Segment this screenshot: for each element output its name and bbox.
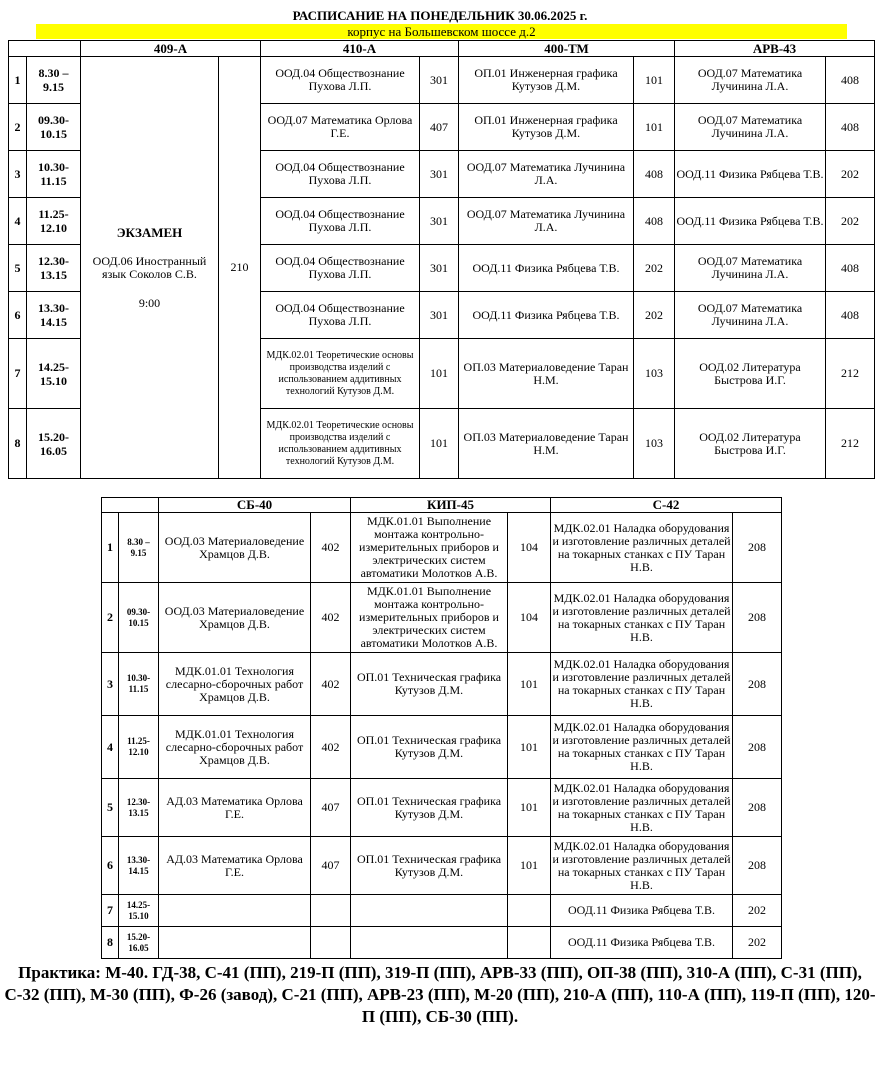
subject-cell: МДК.02.01 Наладка оборудования и изготовление различных деталей на токарных станках с ПУ Таран Н.В. bbox=[551, 653, 733, 716]
room-cell: 402 bbox=[311, 653, 351, 716]
subject-cell bbox=[159, 895, 311, 927]
table-row bbox=[102, 653, 782, 716]
room-cell: 202 bbox=[826, 151, 875, 198]
table-row bbox=[102, 513, 782, 583]
subject-cell bbox=[159, 927, 311, 959]
subject-cell: ОП.01 Техническая графика Кутузов Д.М. bbox=[351, 837, 508, 895]
exam-title: ЭКЗАМЕН bbox=[116, 224, 183, 240]
lesson-time: 15.20-16.05 bbox=[119, 927, 159, 959]
subject-cell: ООД.04 Обществознание Пухова Л.П. bbox=[261, 245, 420, 292]
group-header: 409-А bbox=[81, 41, 261, 57]
table-row bbox=[9, 57, 875, 104]
lesson-number: 3 bbox=[9, 151, 27, 198]
room-cell: 407 bbox=[311, 779, 351, 837]
exam-time: 9:00 bbox=[138, 295, 161, 310]
table-row bbox=[102, 927, 782, 959]
lesson-number: 8 bbox=[9, 409, 27, 479]
subject-cell: ООД.07 Математика Лучинина Л.А. bbox=[675, 104, 826, 151]
subject-cell: ООД.04 Обществознание Пухова Л.П. bbox=[261, 198, 420, 245]
subject-cell: ООД.04 Обществознание Пухова Л.П. bbox=[261, 151, 420, 198]
room-cell: 301 bbox=[420, 151, 459, 198]
subject-cell: МДК.02.01 Наладка оборудования и изготовление различных деталей на токарных станках с ПУ Таран Н.В. bbox=[551, 583, 733, 653]
subject-cell: ООД.07 Математика Лучинина Л.А. bbox=[459, 151, 634, 198]
subject-cell: АД.03 Математика Орлова Г.Е. bbox=[159, 837, 311, 895]
room-cell bbox=[508, 895, 551, 927]
lesson-number: 7 bbox=[102, 895, 119, 927]
lesson-time: 10.30-11.15 bbox=[119, 653, 159, 716]
subject-cell: МДК.01.01 Выполнение монтажа контрольно-измерительных приборов и электрических систем автоматики Молотков А.В. bbox=[351, 513, 508, 583]
lesson-time: 14.25-15.10 bbox=[119, 895, 159, 927]
room-cell: 101 bbox=[420, 339, 459, 409]
lesson-time: 14.25-15.10 bbox=[27, 339, 81, 409]
room-cell: 208 bbox=[733, 716, 782, 779]
lesson-number: 6 bbox=[9, 292, 27, 339]
lesson-time: 8.30 – 9.15 bbox=[27, 57, 81, 104]
room-cell: 301 bbox=[420, 245, 459, 292]
subject-cell: ООД.02 Литература Быстрова И.Г. bbox=[675, 339, 826, 409]
lesson-time: 12.30-13.15 bbox=[119, 779, 159, 837]
room-cell: 208 bbox=[733, 513, 782, 583]
room-cell: 402 bbox=[311, 513, 351, 583]
room-cell: 103 bbox=[634, 409, 675, 479]
subject-cell: ООД.04 Обществознание Пухова Л.П. bbox=[261, 292, 420, 339]
table-row bbox=[102, 583, 782, 653]
subject-cell: ООД.11 Физика Рябцева Т.В. bbox=[459, 292, 634, 339]
room-cell: 101 bbox=[508, 837, 551, 895]
room-cell: 101 bbox=[508, 779, 551, 837]
subject-cell: МДК.01.01 Выполнение монтажа контрольно-измерительных приборов и электрических систем автоматики Молотков А.В. bbox=[351, 583, 508, 653]
lesson-number: 5 bbox=[9, 245, 27, 292]
exam-subject: ООД.06 Иностранный язык Соколов С.В. bbox=[92, 253, 207, 281]
page-subtitle: корпус на Большевском шоссе д.2 bbox=[36, 24, 847, 39]
room-cell: 202 bbox=[733, 927, 782, 959]
room-cell bbox=[311, 927, 351, 959]
group-header: С-42 bbox=[551, 498, 782, 513]
lesson-time: 13.30-14.15 bbox=[119, 837, 159, 895]
room-cell: 208 bbox=[733, 583, 782, 653]
subject-cell: ОП.01 Инженерная графика Кутузов Д.М. bbox=[459, 104, 634, 151]
subject-cell: ООД.11 Физика Рябцева Т.В. bbox=[551, 895, 733, 927]
subject-cell bbox=[351, 895, 508, 927]
lesson-number: 4 bbox=[102, 716, 119, 779]
room-cell: 101 bbox=[420, 409, 459, 479]
room-cell: 104 bbox=[508, 583, 551, 653]
subject-cell: ООД.03 Материаловедение Храмцов Д.В. bbox=[159, 513, 311, 583]
subject-cell: ООД.11 Физика Рябцева Т.В. bbox=[459, 245, 634, 292]
exam-room: 210 bbox=[219, 57, 261, 479]
schedule-table-2 bbox=[101, 497, 782, 959]
room-cell: 202 bbox=[826, 198, 875, 245]
room-cell: 202 bbox=[733, 895, 782, 927]
room-cell: 208 bbox=[733, 837, 782, 895]
group-header: СБ-40 bbox=[159, 498, 351, 513]
group-header: КИП-45 bbox=[351, 498, 551, 513]
room-cell: 301 bbox=[420, 198, 459, 245]
subject-cell: ООД.07 Математика Лучинина Л.А. bbox=[675, 57, 826, 104]
lesson-number: 1 bbox=[9, 57, 27, 104]
subject-cell: ОП.01 Инженерная графика Кутузов Д.М. bbox=[459, 57, 634, 104]
page-title: РАСПИСАНИЕ НА ПОНЕДЕЛЬНИК 30.06.2025 г. bbox=[292, 8, 588, 23]
lesson-time: 11.25-12.10 bbox=[119, 716, 159, 779]
room-cell: 202 bbox=[634, 292, 675, 339]
subject-cell: АД.03 Математика Орлова Г.Е. bbox=[159, 779, 311, 837]
subject-cell: МДК.02.01 Теоретические основы производства изделий с использованием аддитивных технологий Кутузов Д.М. bbox=[261, 409, 420, 479]
room-cell: 208 bbox=[733, 653, 782, 716]
lesson-number: 3 bbox=[102, 653, 119, 716]
room-cell: 104 bbox=[508, 513, 551, 583]
subject-cell: ОП.03 Материаловедение Таран Н.М. bbox=[459, 409, 634, 479]
lesson-time: 13.30-14.15 bbox=[27, 292, 81, 339]
room-cell: 101 bbox=[508, 653, 551, 716]
subject-cell: ООД.02 Литература Быстрова И.Г. bbox=[675, 409, 826, 479]
group-header: 410-А bbox=[261, 41, 459, 57]
lesson-number: 7 bbox=[9, 339, 27, 409]
subject-cell: МДК.02.01 Наладка оборудования и изготовление различных деталей на токарных станках с ПУ Таран Н.В. bbox=[551, 779, 733, 837]
subject-cell: ОП.01 Техническая графика Кутузов Д.М. bbox=[351, 779, 508, 837]
exam-cell bbox=[81, 57, 219, 479]
lesson-number: 1 bbox=[102, 513, 119, 583]
room-cell: 101 bbox=[634, 104, 675, 151]
subject-cell: ООД.11 Физика Рябцева Т.В. bbox=[675, 151, 826, 198]
lesson-time: 09.30-10.15 bbox=[27, 104, 81, 151]
subject-cell: ОП.01 Техническая графика Кутузов Д.М. bbox=[351, 716, 508, 779]
group-header: АРВ-43 bbox=[675, 41, 875, 57]
lesson-time: 11.25-12.10 bbox=[27, 198, 81, 245]
room-cell: 202 bbox=[634, 245, 675, 292]
table-header-row bbox=[102, 498, 782, 513]
subject-cell: МДК.01.01 Технология слесарно-сборочных работ Храмцов Д.В. bbox=[159, 653, 311, 716]
lesson-number: 4 bbox=[9, 198, 27, 245]
subject-cell: МДК.01.01 Технология слесарно-сборочных работ Храмцов Д.В. bbox=[159, 716, 311, 779]
room-cell: 301 bbox=[420, 57, 459, 104]
lesson-number: 2 bbox=[102, 583, 119, 653]
room-cell: 301 bbox=[420, 292, 459, 339]
room-cell: 402 bbox=[311, 716, 351, 779]
subject-cell: МДК.02.01 Наладка оборудования и изготовление различных деталей на токарных станках с ПУ Таран Н.В. bbox=[551, 513, 733, 583]
lesson-number: 6 bbox=[102, 837, 119, 895]
room-cell: 408 bbox=[826, 245, 875, 292]
lesson-number: 2 bbox=[9, 104, 27, 151]
subject-cell: ООД.07 Математика Лучинина Л.А. bbox=[675, 245, 826, 292]
subject-cell bbox=[351, 927, 508, 959]
subject-cell: МДК.02.01 Теоретические основы производства изделий с использованием аддитивных технологий Кутузов Д.М. bbox=[261, 339, 420, 409]
table-header-row bbox=[9, 41, 875, 57]
lesson-number: 8 bbox=[102, 927, 119, 959]
lesson-time: 12.30-13.15 bbox=[27, 245, 81, 292]
room-cell bbox=[508, 927, 551, 959]
room-cell: 407 bbox=[311, 837, 351, 895]
table-row bbox=[102, 716, 782, 779]
table-row bbox=[102, 837, 782, 895]
room-cell: 212 bbox=[826, 339, 875, 409]
room-cell: 407 bbox=[420, 104, 459, 151]
subject-cell: ООД.11 Физика Рябцева Т.В. bbox=[675, 198, 826, 245]
subject-cell: МДК.02.01 Наладка оборудования и изготовление различных деталей на токарных станках с ПУ Таран Н.В. bbox=[551, 716, 733, 779]
table-row bbox=[102, 895, 782, 927]
room-cell: 212 bbox=[826, 409, 875, 479]
subject-cell: ОП.03 Материаловедение Таран Н.М. bbox=[459, 339, 634, 409]
subject-cell: МДК.02.01 Наладка оборудования и изготовление различных деталей на токарных станках с ПУ Таран Н.В. bbox=[551, 837, 733, 895]
lesson-time: 15.20-16.05 bbox=[27, 409, 81, 479]
group-header: 400-ТМ bbox=[459, 41, 675, 57]
subject-cell: ООД.07 Математика Лучинина Л.А. bbox=[459, 198, 634, 245]
practice-note: Практика: М-40. ГД-38, С-41 (ПП), 219-П (ПП), 319-П (ПП), АРВ-33 (ПП), ОП-38 (ПП), 310-А (ПП), С-31 (ПП), С-32 (ПП), М-30 (ПП), Ф-26 (завод), С-21 (ПП), АРВ-23 (ПП), М-20 (ПП), 210-А (ПП), 110-А (ПП), 119-П (ПП), 120-П (ПП), СБ-30 (ПП). bbox=[4, 963, 876, 1026]
lesson-number: 5 bbox=[102, 779, 119, 837]
lesson-time: 10.30-11.15 bbox=[27, 151, 81, 198]
lesson-time: 8.30 – 9.15 bbox=[119, 513, 159, 583]
room-cell: 408 bbox=[826, 104, 875, 151]
table-row bbox=[102, 779, 782, 837]
subject-cell: ООД.04 Обществознание Пухова Л.П. bbox=[261, 57, 420, 104]
subject-cell: ОП.01 Техническая графика Кутузов Д.М. bbox=[351, 653, 508, 716]
room-cell: 408 bbox=[634, 151, 675, 198]
room-cell: 408 bbox=[634, 198, 675, 245]
room-cell: 103 bbox=[634, 339, 675, 409]
room-cell: 208 bbox=[733, 779, 782, 837]
room-cell: 402 bbox=[311, 583, 351, 653]
room-cell: 101 bbox=[508, 716, 551, 779]
lesson-time: 09.30-10.15 bbox=[119, 583, 159, 653]
room-cell: 408 bbox=[826, 57, 875, 104]
subject-cell: ООД.07 Математика Орлова Г.Е. bbox=[261, 104, 420, 151]
room-cell bbox=[311, 895, 351, 927]
schedule-table-1 bbox=[8, 40, 875, 479]
room-cell: 408 bbox=[826, 292, 875, 339]
subject-cell: ООД.03 Материаловедение Храмцов Д.В. bbox=[159, 583, 311, 653]
subject-cell: ООД.07 Математика Лучинина Л.А. bbox=[675, 292, 826, 339]
subject-cell: ООД.11 Физика Рябцева Т.В. bbox=[551, 927, 733, 959]
room-cell: 101 bbox=[634, 57, 675, 104]
